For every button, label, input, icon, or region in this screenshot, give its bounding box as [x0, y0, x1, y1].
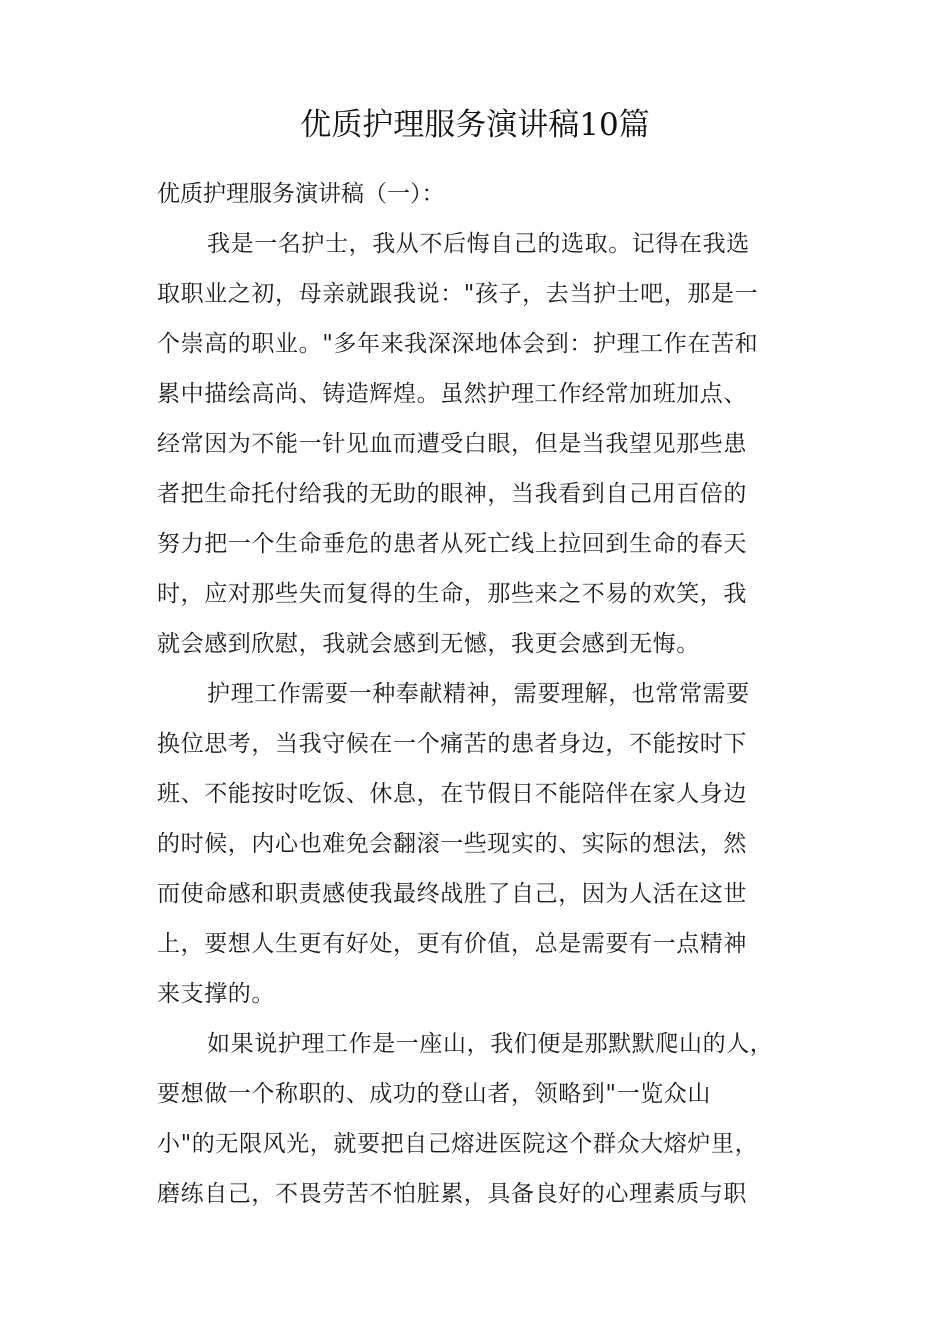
paragraph-line: 来支撑的。: [157, 981, 275, 1007]
paragraph-line: 就会感到欣慰，我就会感到无憾，我更会感到无悔。: [157, 631, 700, 657]
paragraph-line: 要想做一个称职的、成功的登山者，领略到"一览众山: [157, 1081, 711, 1107]
paragraph-line: 磨练自己，不畏劳苦不怕脏累，具备良好的心理素质与职: [157, 1181, 747, 1207]
paragraph-line: 我是一名护士，我从不后悔自己的选取。记得在我选: [207, 231, 750, 257]
paragraph-line: 如果说护理工作是一座山，我们便是那默默爬山的人，: [207, 1031, 774, 1057]
paragraph-line: 小"的无限风光，就要把自己熔进医院这个群众大熔炉里，: [157, 1131, 759, 1157]
paragraph-line: 累中描绘高尚、铸造辉煌。虽然护理工作经常加班加点、: [157, 381, 747, 407]
paragraph-line: 取职业之初，母亲就跟我说："孩子，去当护士吧，那是一: [157, 281, 759, 307]
document-title: 优质护理服务演讲稿10篇: [300, 107, 650, 143]
section-heading: 优质护理服务演讲稿（一）：: [157, 181, 445, 207]
paragraph-line: 上，要想人生更有好处，更有价值，总是需要有一点精神: [157, 931, 747, 957]
paragraph-line: 时，应对那些失而复得的生命，那些来之不易的欢笑，我: [157, 581, 747, 607]
paragraph-line: 的时候，内心也难免会翻滚一些现实的、实际的想法，然: [157, 831, 747, 857]
paragraph-line: 换位思考，当我守候在一个痛苦的患者身边，不能按时下: [157, 731, 747, 757]
paragraph-line: 经常因为不能一针见血而遭受白眼，但是当我望见那些患: [157, 431, 747, 457]
paragraph-line: 班、不能按时吃饭、休息，在节假日不能陪伴在家人身边: [157, 781, 747, 807]
paragraph-line: 护理工作需要一种奉献精神，需要理解，也常常需要: [207, 681, 750, 707]
paragraph-line: 努力把一个生命垂危的患者从死亡线上拉回到生命的春天: [157, 531, 747, 557]
paragraph-line: 而使命感和职责感使我最终战胜了自己，因为人活在这世: [157, 881, 747, 907]
paragraph-line: 者把生命托付给我的无助的眼神，当我看到自己用百倍的: [157, 481, 747, 507]
paragraph-line: 个崇高的职业。"多年来我深深地体会到：护理工作在苦和: [157, 331, 759, 357]
